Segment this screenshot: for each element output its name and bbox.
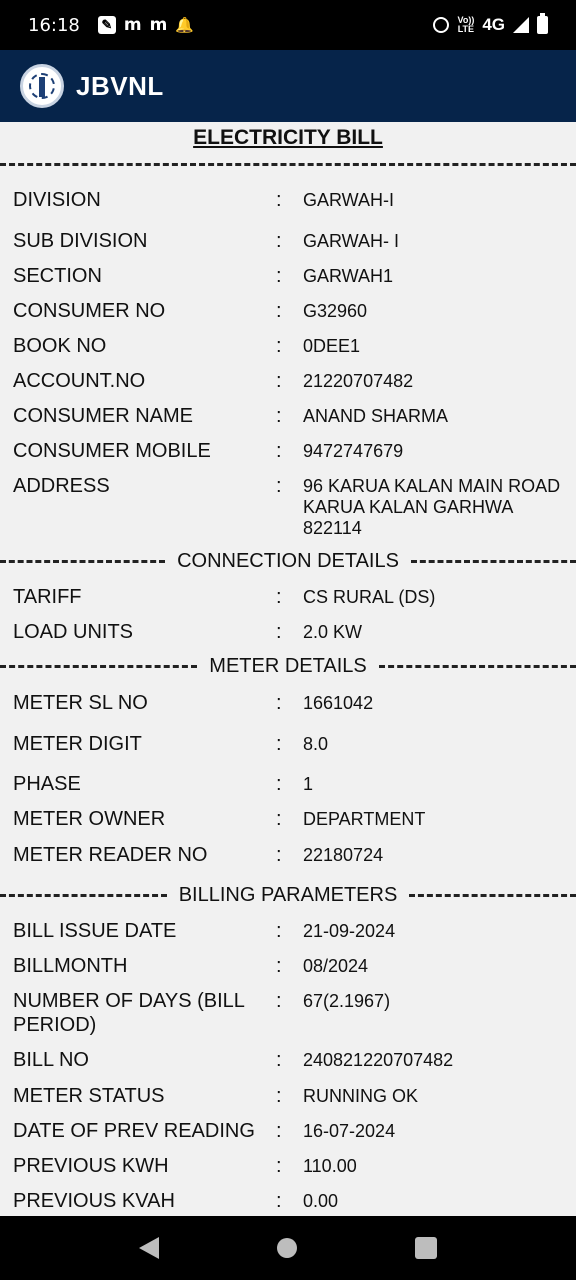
row-value: 21220707482 bbox=[303, 371, 414, 391]
meter-details-header bbox=[0, 653, 576, 679]
row-value: CS RURAL (DS) bbox=[303, 587, 436, 607]
row-colon: : bbox=[276, 370, 282, 392]
row-colon: : bbox=[276, 1155, 282, 1177]
row-label: BILL NO bbox=[13, 1049, 89, 1071]
section-title: BILLING PARAMETERS bbox=[178, 883, 398, 906]
row-label: BOOK NO bbox=[13, 335, 107, 357]
billing-parameters-header bbox=[0, 882, 576, 908]
row-colon: : bbox=[276, 773, 282, 795]
row-label: SECTION bbox=[13, 265, 102, 287]
recent-apps-icon[interactable] bbox=[415, 1237, 437, 1259]
app-title: JBVNL bbox=[76, 70, 164, 101]
volte-bottom-text: LTE bbox=[457, 24, 475, 34]
row-value: 240821220707482 bbox=[303, 1050, 454, 1070]
connection-details-header bbox=[0, 548, 576, 574]
bill-title: ELECTRICITY BILL bbox=[193, 126, 383, 149]
bell-icon: 🔔 bbox=[175, 17, 194, 34]
row-colon: : bbox=[276, 230, 282, 252]
row-value: GARWAH-I bbox=[303, 190, 395, 210]
alarm-icon bbox=[433, 17, 449, 33]
row-value: GARWAH- I bbox=[303, 231, 400, 251]
row-colon: : bbox=[276, 440, 282, 462]
section-title: CONNECTION DETAILS bbox=[177, 549, 399, 572]
row-value: 08/2024 bbox=[303, 956, 369, 976]
app-notification-icon: ✎ bbox=[98, 16, 116, 34]
row-value: 1 bbox=[303, 774, 314, 794]
row-colon: : bbox=[276, 300, 282, 322]
notification-icons bbox=[98, 15, 194, 35]
row-colon: : bbox=[276, 405, 282, 427]
network-type: 4G bbox=[482, 15, 505, 34]
divider bbox=[0, 894, 167, 897]
row-label: METER READER NO bbox=[13, 844, 208, 866]
row-value: 0.00 bbox=[303, 1191, 339, 1211]
row-value: 67(2.1967) bbox=[303, 991, 391, 1011]
home-icon[interactable] bbox=[277, 1238, 297, 1258]
row-value: 110.00 bbox=[303, 1156, 357, 1176]
row-colon: : bbox=[276, 1085, 282, 1107]
battery-icon bbox=[537, 16, 548, 34]
row-colon: : bbox=[276, 265, 282, 287]
bill-content[interactable] bbox=[0, 122, 576, 1216]
row-label: CONSUMER NO bbox=[13, 300, 166, 322]
row-label: TARIFF bbox=[13, 586, 82, 608]
row-colon: : bbox=[276, 955, 282, 977]
row-value: 16-07-2024 bbox=[303, 1121, 396, 1141]
row-colon: : bbox=[276, 1190, 282, 1212]
row-value: 22180724 bbox=[303, 845, 384, 865]
row-colon: : bbox=[276, 621, 282, 643]
row-label: CONSUMER MOBILE bbox=[13, 440, 211, 462]
jbvnl-logo-icon bbox=[20, 64, 64, 108]
divider bbox=[379, 665, 576, 668]
row-colon: : bbox=[276, 808, 282, 830]
row-label: METER SL NO bbox=[13, 692, 148, 714]
row-colon: : bbox=[276, 335, 282, 357]
row-value: DEPARTMENT bbox=[303, 809, 426, 829]
volte-icon bbox=[457, 16, 474, 34]
row-value: 21-09-2024 bbox=[303, 921, 396, 941]
back-icon[interactable] bbox=[139, 1237, 159, 1259]
divider bbox=[409, 894, 576, 897]
row-label: PREVIOUS KVAH bbox=[13, 1190, 175, 1212]
system-icons bbox=[433, 15, 548, 35]
divider bbox=[0, 665, 197, 668]
divider bbox=[0, 560, 165, 563]
title-divider bbox=[0, 163, 576, 166]
volte-top-text: Vo)) bbox=[457, 15, 475, 25]
signal-icon bbox=[513, 17, 529, 33]
status-time: 16:18 bbox=[28, 14, 80, 36]
row-label: METER OWNER bbox=[13, 808, 166, 830]
row-label: METER DIGIT bbox=[13, 733, 142, 755]
app-bar bbox=[0, 50, 576, 122]
row-label: BILLMONTH bbox=[13, 955, 128, 977]
gmail-icon: m bbox=[123, 15, 142, 35]
row-label: DATE OF PREV READING bbox=[13, 1120, 255, 1142]
row-value: 9472747679 bbox=[303, 441, 404, 461]
row-label: METER STATUS bbox=[13, 1085, 165, 1107]
status-bar bbox=[0, 0, 576, 50]
row-label: ACCOUNT.NO bbox=[13, 370, 146, 392]
row-value: GARWAH1 bbox=[303, 266, 394, 286]
row-value: 2.0 KW bbox=[303, 622, 363, 642]
row-colon: : bbox=[276, 692, 282, 714]
row-colon: : bbox=[276, 920, 282, 942]
row-label: BILL ISSUE DATE bbox=[13, 920, 177, 942]
row-label: ADDRESS bbox=[13, 475, 110, 497]
row-value: G32960 bbox=[303, 301, 368, 321]
row-value: 8.0 bbox=[303, 734, 329, 754]
section-title: METER DETAILS bbox=[209, 654, 367, 677]
row-value: 0DEE1 bbox=[303, 336, 361, 356]
row-colon: : bbox=[276, 1049, 282, 1071]
row-label: NUMBER OF DAYS (BILL PERIOD) bbox=[13, 990, 245, 1036]
row-value: 1661042 bbox=[303, 693, 374, 713]
row-label: LOAD UNITS bbox=[13, 621, 134, 643]
row-colon: : bbox=[276, 733, 282, 755]
row-colon: : bbox=[276, 844, 282, 866]
row-colon: : bbox=[276, 586, 282, 608]
row-label: PREVIOUS KWH bbox=[13, 1155, 169, 1177]
row-label: CONSUMER NAME bbox=[13, 405, 194, 427]
row-colon: : bbox=[276, 990, 282, 1012]
row-value: RUNNING OK bbox=[303, 1086, 419, 1106]
gmail-icon-2: m bbox=[149, 15, 168, 35]
row-colon: : bbox=[276, 475, 282, 497]
row-label: PHASE bbox=[13, 773, 81, 795]
row-colon: : bbox=[276, 1120, 282, 1142]
row-label: SUB DIVISION bbox=[13, 230, 148, 252]
row-value: 96 KARUA KALAN MAIN ROAD KARUA KALAN GARHWA 822114 bbox=[303, 476, 561, 538]
row-label: DIVISION bbox=[13, 189, 101, 211]
row-value: ANAND SHARMA bbox=[303, 406, 449, 426]
divider bbox=[411, 560, 576, 563]
row-colon: : bbox=[276, 189, 282, 211]
navigation-bar bbox=[0, 1216, 576, 1280]
